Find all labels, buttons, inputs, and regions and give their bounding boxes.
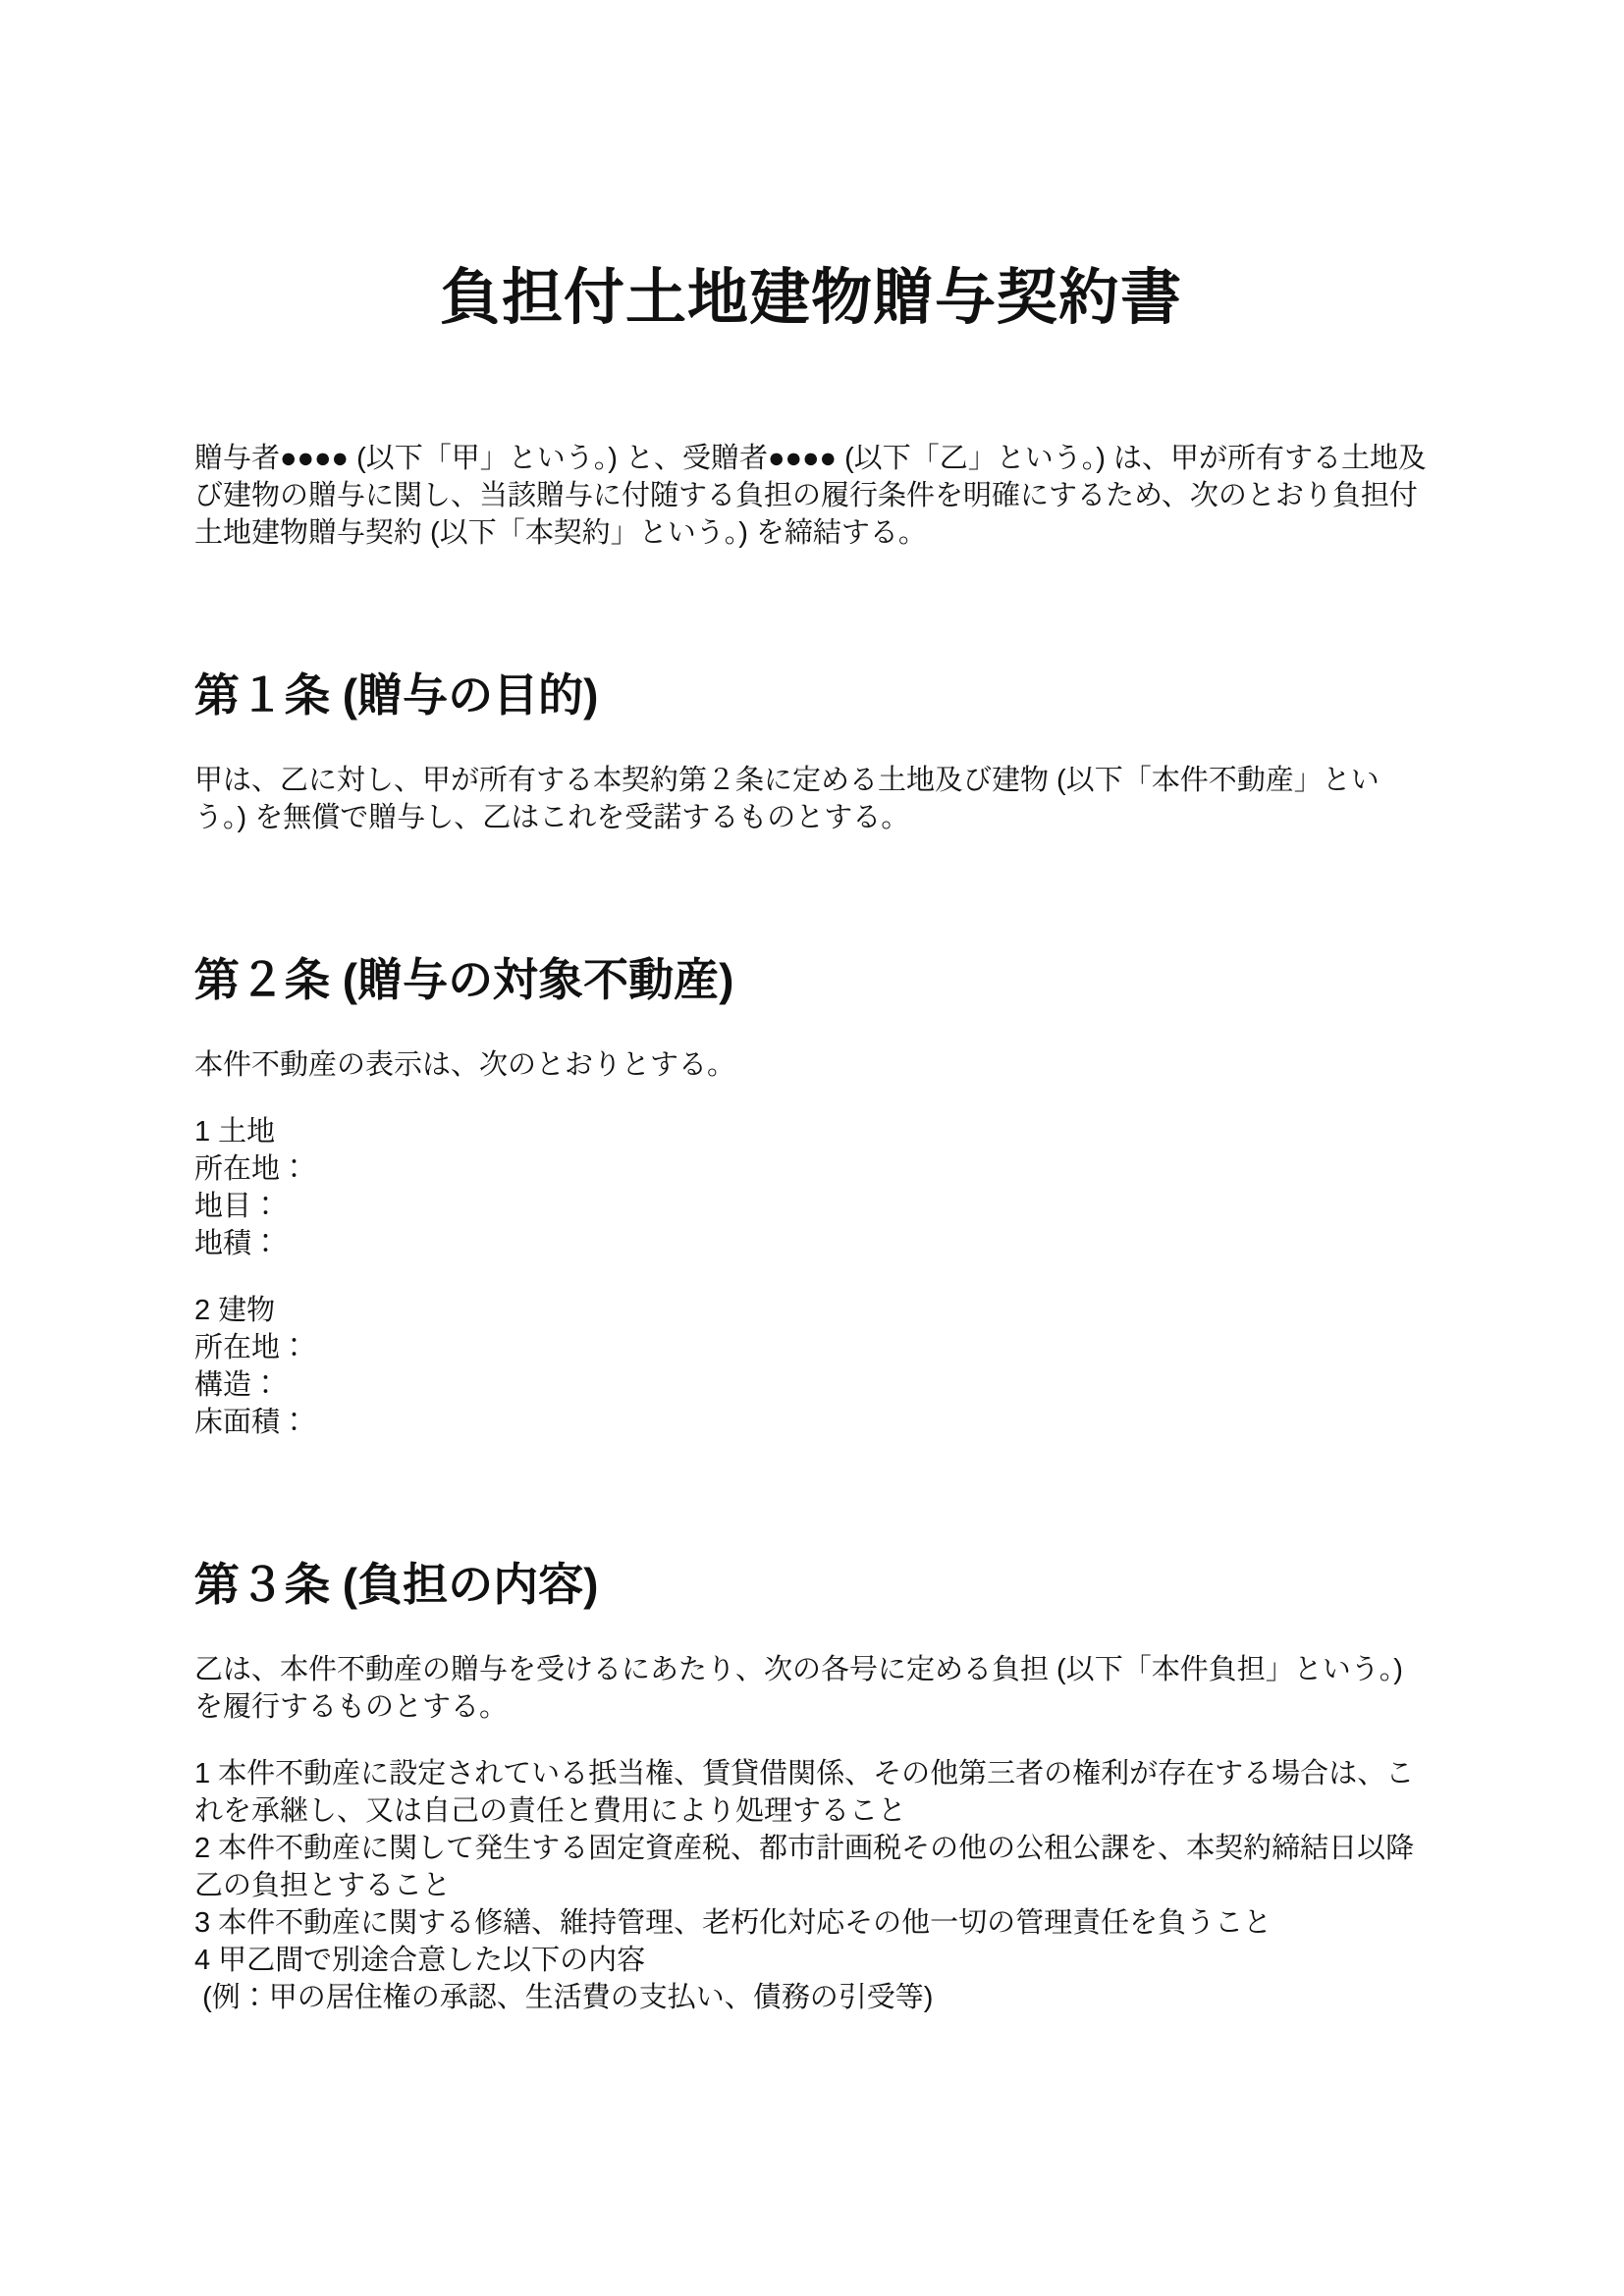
article-1	[194, 667, 1428, 836]
intro-paragraph: 贈与者●●●● (以下「甲」という。) と、受贈者●●●● (以下「乙」という。) は、甲が所有する土地及び建物の贈与に関し、当該贈与に付随する負担の履行条件を明確にするため、次のとおり負担付土地建物贈与契約 (以下「本契約」という。) を締結する。	[194, 443, 1427, 549]
land-block-label: 1 土地	[194, 1116, 276, 1148]
building-floor-area-field: 床面積：	[194, 1407, 309, 1438]
building-block-label: 2 建物	[194, 1295, 276, 1326]
land-category-field: 地目：	[194, 1191, 281, 1222]
article-3-heading: 第３条 (負担の内容)	[194, 1559, 599, 1610]
obligation-item-3: 3 本件不動産に関する修繕、維持管理、老朽化対応その他一切の管理責任を負うこと	[194, 1907, 1272, 1939]
article-2-paragraph: 本件不動産の表示は、次のとおりとする。	[194, 1049, 736, 1081]
obligation-item-2: 2 本件不動産に関して発生する固定資産税、都市計画税その他の公租公課を、本契約締結日以降乙の負担とすること	[194, 1833, 1415, 1901]
land-details-block	[194, 1113, 1428, 1262]
obligations-list	[194, 1755, 1428, 2016]
article-1-paragraph: 甲は、乙に対し、甲が所有する本契約第２条に定める土地及び建物 (以下「本件不動産」という。) を無償で贈与し、乙はこれを受諾するものとする。	[194, 765, 1380, 833]
obligation-item-1: 1 本件不動産に設定されている抵当権、賃貸借関係、その他第三者の権利が存在する場合は、これを承継し、又は自己の責任と費用により処理すること	[194, 1758, 1415, 1827]
land-area-field: 地積：	[194, 1228, 281, 1259]
building-structure-field: 構造：	[194, 1369, 281, 1401]
article-3-paragraph: 乙は、本件不動産の贈与を受けるにあたり、次の各号に定める負担 (以下「本件負担」という。) を履行するものとする。	[194, 1654, 1403, 1723]
building-location-field: 所在地：	[194, 1332, 309, 1363]
article-3	[194, 1557, 1428, 2016]
article-1-heading: 第１条 (贈与の目的)	[194, 669, 599, 721]
document-title: 負担付土地建物贈与契約書	[439, 264, 1182, 332]
obligation-item-4: 4 甲乙間で別途合意した以下の内容	[194, 1945, 646, 1976]
land-location-field: 所在地：	[194, 1153, 309, 1185]
building-details-block	[194, 1292, 1428, 1441]
obligation-example-note: (例：甲の居住権の承認、生活費の支払い、債務の引受等)	[194, 1982, 934, 2013]
article-2	[194, 952, 1428, 1441]
article-2-heading: 第２条 (贈与の対象不動産)	[194, 954, 734, 1005]
